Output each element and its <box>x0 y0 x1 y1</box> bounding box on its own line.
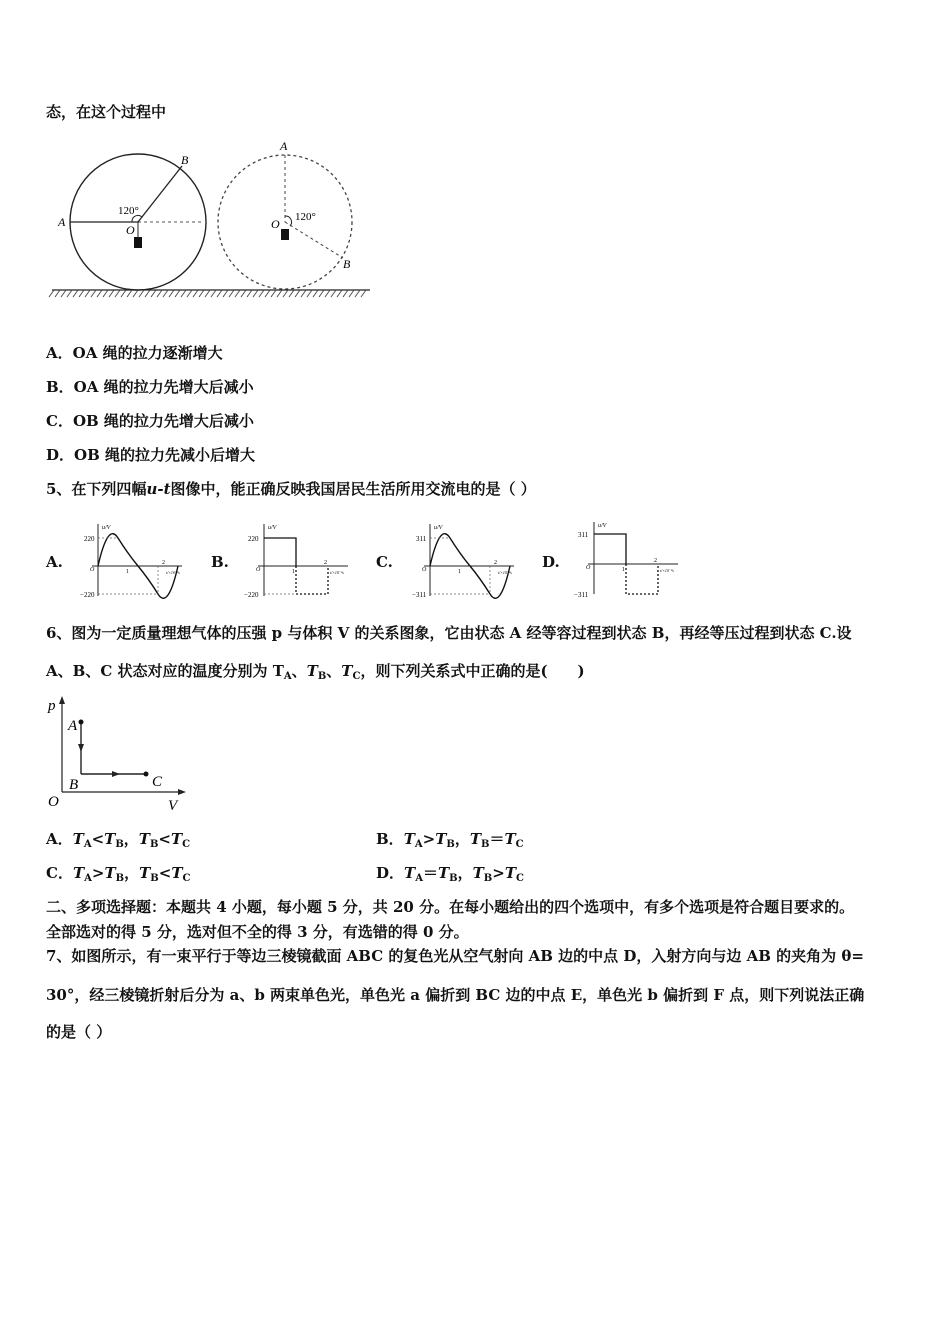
ground-hatch-line <box>325 290 330 297</box>
ground-hatch-line <box>337 290 342 297</box>
label-B-right: B <box>343 257 351 271</box>
q4-option-a[interactable]: A．OA 绳的拉力逐渐增大 <box>46 344 223 362</box>
ut-graph-b <box>244 520 354 602</box>
ground-hatch-line <box>61 290 66 297</box>
angle-left: 120° <box>118 205 139 217</box>
svg-text:1: 1 <box>622 567 625 573</box>
svg-text:220: 220 <box>248 535 259 543</box>
ground-hatch-line <box>175 290 180 297</box>
svg-text:311: 311 <box>416 535 427 543</box>
svg-text:−220: −220 <box>80 591 95 599</box>
ut-graph-d <box>574 518 684 600</box>
ground-hatch-line <box>343 290 348 297</box>
ground-hatch-line <box>235 290 240 297</box>
ground-hatch-line <box>187 290 192 297</box>
q5-stem-pre: 5、在下列四幅 <box>46 480 147 498</box>
svg-text:220: 220 <box>84 535 95 543</box>
q4-option-d[interactable]: D．OB 绳的拉力先减小后增大 <box>46 446 255 464</box>
ground-hatch-line <box>349 290 354 297</box>
q6-stem-line2-a: A、B、C 状态对应的温度分别为 T <box>46 662 284 680</box>
section2-heading-line2: 全部选对的得 5 分，选对但不全的得 3 分，有选错的得 0 分。 <box>46 923 469 941</box>
svg-text:O: O <box>422 567 427 573</box>
svg-text:O: O <box>90 567 95 573</box>
ut-graph-c <box>410 520 520 602</box>
ground-hatch-line <box>139 290 144 297</box>
ground-hatch-line <box>49 290 54 297</box>
svg-text:1: 1 <box>292 569 295 575</box>
q5-option-a-label[interactable]: A. <box>46 553 63 571</box>
ground-hatch-line <box>265 290 270 297</box>
svg-text:−311: −311 <box>412 591 427 599</box>
svg-text:2: 2 <box>494 560 497 566</box>
svg-text:t/×10⁻²s: t/×10⁻²s <box>660 568 674 573</box>
ground-hatch-line <box>295 290 300 297</box>
ground-hatch-line <box>169 290 174 297</box>
ground-hatch-line <box>253 290 258 297</box>
ground-hatch-line <box>277 290 282 297</box>
q4-option-c[interactable]: C．OB 绳的拉力先增大后减小 <box>46 412 254 430</box>
ground-hatch-line <box>127 290 132 297</box>
label-A-right: A <box>280 139 288 153</box>
q5-stem-post: 图像中，能正确反映我国居民生活所用交流电的是（ ） <box>170 480 536 498</box>
ground-hatch-line <box>223 290 228 297</box>
pv-label-C: C <box>152 774 163 790</box>
ground-hatch-line <box>133 290 138 297</box>
ground-hatch-line <box>121 290 126 297</box>
ground-hatch-line <box>199 290 204 297</box>
line-continuation: 态，在这个过程中 <box>46 103 167 121</box>
q7-stem-line3: 的是（ ） <box>46 1023 112 1041</box>
figure-pv-diagram <box>44 694 194 814</box>
ground-hatch-line <box>193 290 198 297</box>
label-B-left: B <box>181 153 189 167</box>
label-O-left: O <box>126 223 135 237</box>
q6-stem-line1: 6、图为一定质量理想气体的压强 p 与体积 V 的关系图象，它由状态 A 经等容过程到状态 B，再经等压过程到状态 C.设 <box>46 624 852 642</box>
ground-hatch-line <box>115 290 120 297</box>
q5-option-d-label[interactable]: D. <box>542 553 560 571</box>
svg-text:2: 2 <box>162 560 165 566</box>
q5-stem-ut: u-t <box>146 480 171 498</box>
pv-label-O: O <box>48 794 59 810</box>
ground-hatch-line <box>229 290 234 297</box>
pv-label-A: A <box>68 718 78 734</box>
svg-text:1: 1 <box>126 569 129 575</box>
ground-hatch-line <box>157 290 162 297</box>
ground-hatch-line <box>331 290 336 297</box>
svg-text:u/V: u/V <box>598 523 607 529</box>
q5-stem <box>46 479 536 499</box>
figure-rotating-circles <box>48 140 388 310</box>
ground-hatch-line <box>79 290 84 297</box>
svg-text:1: 1 <box>458 569 461 575</box>
ground-hatch-line <box>319 290 324 297</box>
ground-hatch-line <box>73 290 78 297</box>
ground-hatch-line <box>55 290 60 297</box>
q7-stem-line1: 7、如图所示，有一束平行于等边三棱镜截面 ABC 的复色光从空气射向 AB 边的中点 D，入射方向与边 AB 的夹角为 θ= <box>46 947 864 965</box>
ground-hatch-line <box>247 290 252 297</box>
svg-text:t/×10⁻²s: t/×10⁻²s <box>166 570 180 575</box>
svg-text:t/×10⁻²s: t/×10⁻²s <box>330 570 344 575</box>
ground-hatch-line <box>181 290 186 297</box>
svg-text:O: O <box>586 565 591 571</box>
ground-hatch-line <box>289 290 294 297</box>
q6-stem-line2: A、B、C 状态对应的温度分别为 $T_A$、$T_B$、$T_C$，则下列关系式中正确的是( ) <box>46 662 585 682</box>
ground-hatch-line <box>283 290 288 297</box>
ground-hatch-line <box>271 290 276 297</box>
ground-hatch-line <box>217 290 222 297</box>
ground-hatch-line <box>91 290 96 297</box>
q6-option-a[interactable]: A．$T_A<T_B$，$T_B<T_C$ <box>46 830 191 850</box>
svg-text:u/V: u/V <box>434 525 443 531</box>
q6-option-c[interactable]: C．$T_A>T_B$，$T_B<T_C$ <box>46 864 191 884</box>
ground-hatch-line <box>103 290 108 297</box>
ground-hatch-line <box>67 290 72 297</box>
svg-text:2: 2 <box>324 560 327 566</box>
q5-option-b-label[interactable]: B. <box>211 553 229 571</box>
q6-option-b[interactable]: B．$T_A>T_B$，$T_B=T_C$ <box>376 830 524 850</box>
label-A-left: A <box>58 215 66 229</box>
svg-text:O: O <box>256 567 261 573</box>
ground-hatch-line <box>151 290 156 297</box>
svg-text:−220: −220 <box>244 591 259 599</box>
ground-hatch-line <box>313 290 318 297</box>
angle-right: 120° <box>295 211 316 223</box>
q5-option-c-label[interactable]: C. <box>376 553 393 571</box>
svg-text:−311: −311 <box>574 591 589 599</box>
svg-text:2: 2 <box>654 558 657 564</box>
section2-heading-line1: 二、多项选择题：本题共 4 小题，每小题 5 分，共 20 分。在每小题给出的四个选项中，有多个选项是符合题目要求的。 <box>46 898 855 916</box>
svg-text:t/×10⁻²s: t/×10⁻²s <box>498 570 512 575</box>
q4-option-b[interactable]: B．OA 绳的拉力先增大后减小 <box>46 378 254 396</box>
ground-hatch-line <box>355 290 360 297</box>
ground-hatch-line <box>163 290 168 297</box>
ground-hatch-line <box>97 290 102 297</box>
ground-hatch-line <box>145 290 150 297</box>
ground-hatch-line <box>259 290 264 297</box>
ground-hatch-line <box>109 290 114 297</box>
q6-option-d[interactable]: D．$T_A=T_B$，$T_B>T_C$ <box>376 864 524 884</box>
svg-text:u/V: u/V <box>102 525 111 531</box>
ground-hatch-line <box>85 290 90 297</box>
ground-hatch-line <box>241 290 246 297</box>
pv-label-B: B <box>69 777 79 793</box>
ut-graph-a <box>78 520 188 602</box>
q7-stem-line2: 30°，经三棱镜折射后分为 a、b 两束单色光，单色光 a 偏折到 BC 边的中点 E，单色光 b 偏折到 F 点，则下列说法正确 <box>46 986 865 1004</box>
svg-text:u/V: u/V <box>268 525 277 531</box>
ground-hatch-line <box>205 290 210 297</box>
ground-hatch-line <box>211 290 216 297</box>
ground-hatch-line <box>301 290 306 297</box>
label-O-right: O <box>271 217 280 231</box>
svg-text:311: 311 <box>578 531 589 539</box>
ground-hatch-line <box>307 290 312 297</box>
pv-label-V: V <box>168 798 178 814</box>
ground-hatch-line <box>361 290 366 297</box>
pv-label-p: p <box>48 698 56 714</box>
q6-stem-line2-b: ，则下列关系式中正确的是( ) <box>360 662 585 680</box>
